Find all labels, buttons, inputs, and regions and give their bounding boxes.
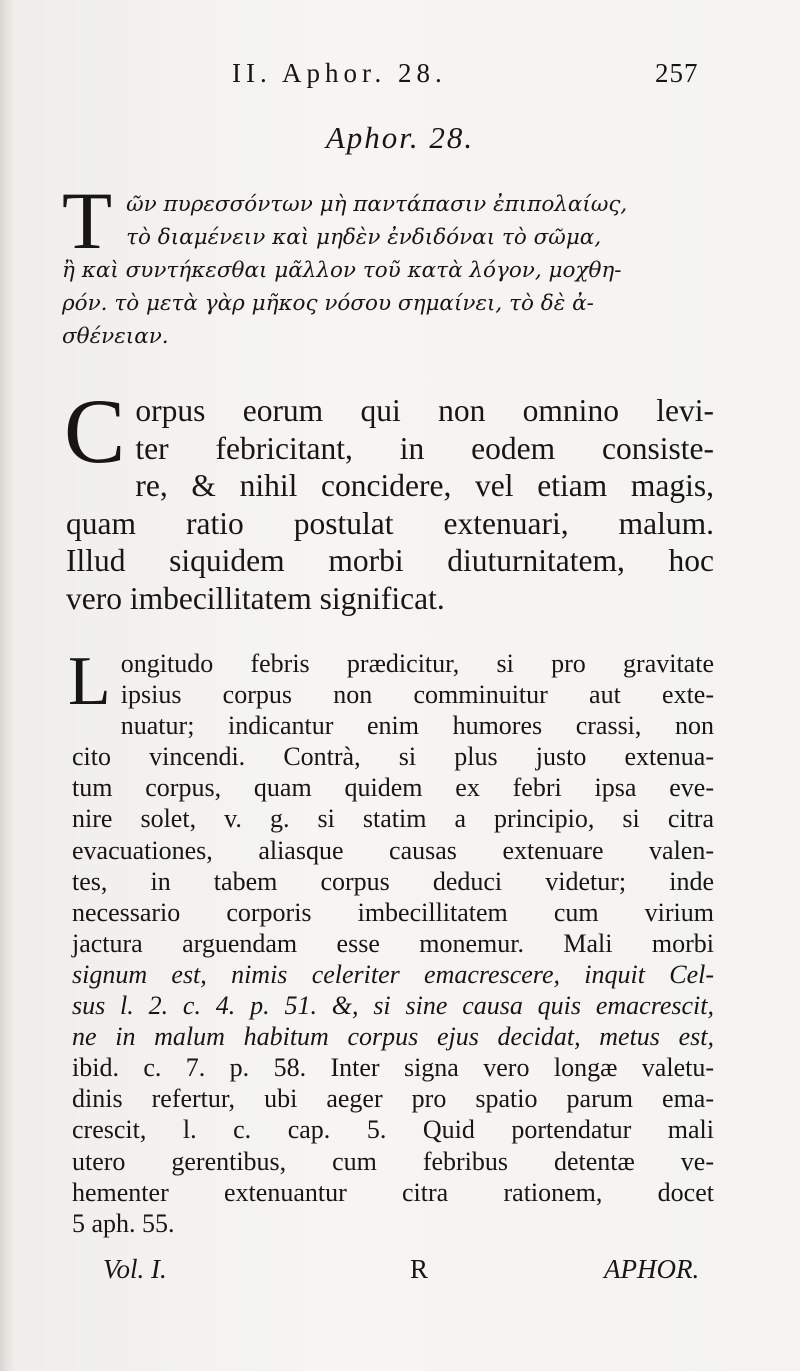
commentary-line: evacuationes, aliasque causas extenuare valen- (72, 835, 714, 865)
latin-translation-block (64, 380, 714, 617)
commentary-line: ipsius corpus non comminuitur aut exte- (120, 680, 714, 710)
greek-text-block (62, 175, 712, 353)
commentary-line: cito vincendi. Contrà, si plus justo extenua- (72, 742, 714, 772)
commentary-line: signum est, nimis celeriter emacrescere, inquit Cel- (72, 959, 714, 989)
signature-mark: R (410, 1254, 429, 1284)
commentary-drop-cap: L (68, 643, 111, 720)
commentary-line: sus l. 2. c. 4. p. 51. &, si sine causa quis emacrescit, (72, 991, 714, 1021)
running-head-title: II. Aphor. 28. (232, 58, 447, 88)
latin-line: vero imbecillitatem significat. (66, 580, 445, 616)
latin-line: re, & nihil concidere, vel etiam magis, (135, 468, 714, 503)
greek-line: ρόν. τὸ μετὰ γὰρ μῆκος νόσου σημαίνει, τὸ δὲ ἀ- (62, 291, 594, 316)
commentary-line: nuatur; indicantur enim humores crassi, non (120, 711, 714, 741)
latin-drop-cap: C (64, 380, 126, 482)
latin-line: orpus eorum qui non omnino levi- (135, 393, 714, 428)
greek-line: ῶν πυρεσσόντων μὴ παντάπασιν ἐπιπολαίως, (126, 192, 628, 217)
latin-line: quam ratio postulat extenuari, malum. (66, 505, 714, 541)
greek-line: τὸ διαμένειν καὶ μηδὲν ἐνδιδόναι τὸ σῶμα, (126, 225, 602, 250)
commentary-line: necessario corporis imbecillitatem cum virium (72, 897, 714, 927)
commentary-line: ibid. c. 7. p. 58. Inter signa vero longæ valetu- (72, 1053, 714, 1083)
commentary-line: utero gerentibus, cum febribus detentæ ve- (72, 1146, 714, 1176)
commentary-line: 5 aph. 55. (72, 1208, 175, 1238)
page-footer (0, 1254, 800, 1288)
latin-line: ter febricitant, in eodem consiste- (135, 430, 714, 466)
greek-line: σθένειαν. (62, 324, 169, 349)
running-head (0, 58, 800, 92)
latin-line: Illud siquidem morbi diuturnitatem, hoc (66, 543, 714, 578)
commentary-line: hementer extenuantur citra rationem, docet (72, 1177, 714, 1207)
catchword: APHOR. (604, 1254, 700, 1284)
commentary-block (68, 643, 714, 1239)
greek-line: ἢ καὶ συντήκεσθαι μᾶλλον τοῦ κατὰ λόγον, μοχθη- (62, 258, 622, 283)
commentary-line: nire solet, v. g. si statim a principio, si citra (72, 804, 714, 834)
aphorism-heading: Aphor. 28. (325, 120, 475, 155)
volume-signature: Vol. I. (103, 1254, 167, 1284)
commentary-line: ongitudo febris prædicitur, si pro gravitate (120, 649, 714, 678)
commentary-line: jactura arguendam esse monemur. Mali morbi (72, 928, 714, 958)
commentary-line: tes, in tabem corpus deduci videtur; inde (72, 866, 714, 896)
commentary-line: ne in malum habitum corpus ejus decidat, metus est, (72, 1022, 714, 1052)
page-number: 257 (655, 58, 699, 88)
greek-drop-cap: Τ (62, 175, 113, 266)
commentary-line: crescit, l. c. cap. 5. Quid portendatur mali (72, 1115, 714, 1145)
commentary-line: tum corpus, quam quidem ex febri ipsa eve- (72, 773, 714, 803)
commentary-line: dinis refertur, ubi aeger pro spatio parum ema- (72, 1084, 714, 1114)
